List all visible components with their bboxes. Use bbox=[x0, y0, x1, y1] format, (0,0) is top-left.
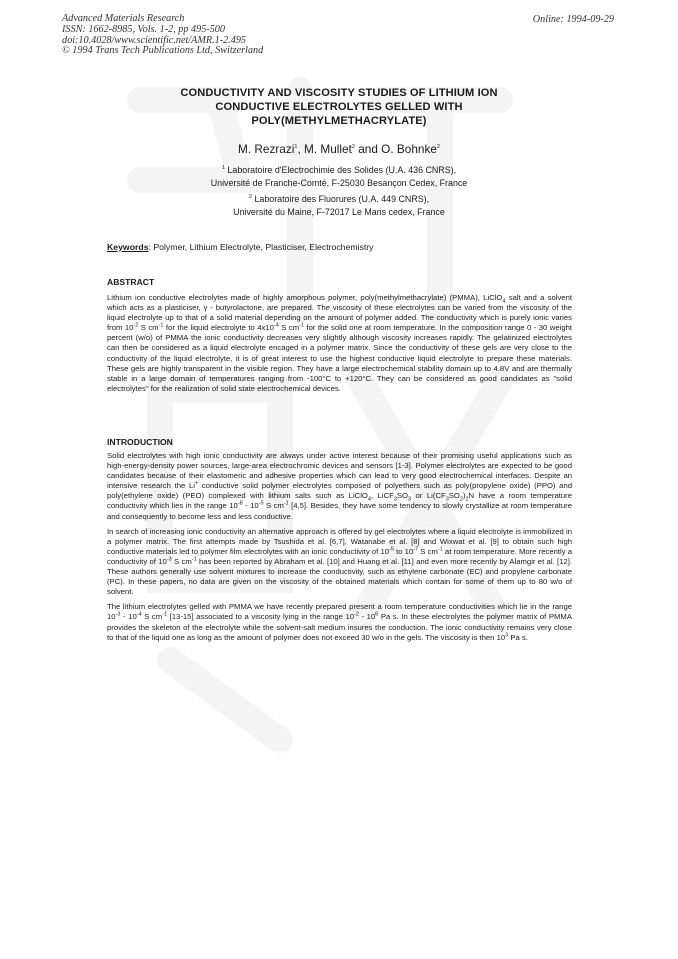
intro-paragraph-2: In search of increasing ionic conductivity an alternative approach is offered by gel electrolytes where a liquid electrolyte is immobilized in a polymer matrix. The first attempts made by Tsushida et al. [6,7], Watanabe et al. [8] and Wixwat et al. [9] to obtain such high conductive materials led to polymer film electrolytes with an ionic conductivity of $10^{-5}$ to $10^{-7}$ S $cm^{-1}$ at room temperature. More recently a conductivity of $10^{-3}$ S $cm^{-1}$ has been reported by Abraham et al. [10] and Huang et al. [11] and even more recently by Alamgir et al. [12]. These authors generally use solvent mixtures to increase the conductivity, such as ethylene carbonate (EC) and propylene carbonate (PC). In these papers, no data are given on the viscosity of the obtained materials which contain for some of them up to 80 w/o of solvent. bbox=[107, 526, 573, 597]
doi-line: doi:10.4028/www.scientific.net/AMR.1-2.495 bbox=[62, 34, 247, 46]
author-name: M. Mullet bbox=[304, 142, 352, 156]
affiliation-1 bbox=[100, 164, 578, 189]
keywords-text: Polymer, Lithium Electrolyte, Plasticiser, Electrochemistry bbox=[153, 242, 374, 252]
author-name: M. Rezrazi bbox=[238, 142, 295, 156]
affil-mark: 2 bbox=[248, 194, 252, 201]
keywords-label: Keywords bbox=[107, 242, 149, 252]
paper-title bbox=[100, 86, 578, 128]
intro-paragraph-3: The lithium electrolytes gelled with PMMA we have recently prepared present a room temperature conductivities which lie in the range $10^{-3} - 10^{-4}$ S $cm^{-1}$ [13-15] associated to a viscosity lying in the range $10^{-2} - 10^6$ Pa s. In these electrolytes the polymer matrix of PMMA provides the skeleton of the electrolyte while the solvent-salt medium insures the conduction. The ionic conductivity remains very close to that of the liquid one as long as the amount of polymer does not exceed 30 w/o in the gels. The viscosity is then $10^3$ Pa s. bbox=[107, 602, 572, 642]
author-name: O. Bohnke bbox=[381, 142, 437, 156]
author-affil-mark: 2 bbox=[351, 144, 355, 151]
author-affil-mark: 2 bbox=[436, 144, 440, 151]
affil-mark: 1 bbox=[221, 165, 225, 172]
issn-line: ISSN: 1662-8985, Vols. 1-2, pp 495-500 bbox=[62, 23, 225, 35]
title-line-1: CONDUCTIVITY AND VISCOSITY STUDIES OF LITHIUM ION bbox=[180, 87, 498, 99]
abstract-heading: ABSTRACT bbox=[107, 277, 155, 287]
online-date: Online: 1994-09-29 bbox=[532, 14, 614, 25]
journal-name: Advanced Materials Research bbox=[62, 13, 185, 24]
affiliation-2 bbox=[100, 193, 578, 218]
journal-header bbox=[62, 14, 263, 57]
introduction-body bbox=[107, 451, 572, 648]
keywords-line: Keywords: Polymer, Lithium Electrolyte, Plasticiser, Electrochemistry bbox=[107, 242, 374, 252]
title-line-2: CONDUCTIVE ELECTROLYTES GELLED WITH bbox=[215, 101, 463, 113]
affil-line: Université de Franche-Comté, F-25030 Besançon Cedex, France bbox=[210, 177, 468, 188]
author-list: M. Rezrazi$^1$, M. Mullet$^2$ and O. Bohnke$^2$ bbox=[238, 142, 440, 156]
abstract-body bbox=[107, 293, 572, 399]
title-line-3: POLY(METHYLMETHACRYLATE) bbox=[251, 115, 427, 127]
affil-line: Laboratoire d'Electrochimie des Solides (U.A. 436 CNRS), bbox=[227, 165, 457, 175]
affil-line: Université du Maine, F-72017 Le Mans cedex, France bbox=[233, 206, 445, 217]
introduction-heading: INTRODUCTION bbox=[107, 437, 173, 447]
intro-paragraph-1: Solid electrolytes with high ionic conductivity are always under active interest because of their promising useful applications such as high-energy-density power sources, large-area electrochromic devices and sensors [1-3]. Polymer electrolytes are expected to be good candidates because of their elastomeric and adhesive properties which can lead to very good electrochemical interfaces. Despite an intensive research the Li+ conductive solid polymer electrolytes composed of polyethers such as poly(propylene oxide) (PPO) and poly(ethylene oxide) (PEO) complexed with lithium salts such as LiClO$_4$, $LiCF_3SO_3$ or $Li(CF_3SO_2)_2N$ have a room temperature conductivity which lies in the range $10^{-8} - 10^{-5}$ S $cm^{-1}$ [4,5]. Besides, they have some tendency to slowly crystallize at room temperature and consequently to become less and less conductive. bbox=[107, 451, 572, 521]
copyright-line: © 1994 Trans Tech Publications Ltd, Switzerland bbox=[62, 45, 264, 57]
author-conjunction: and bbox=[358, 142, 378, 156]
abstract-paragraph: Lithium ion conductive electrolytes made of highly amorphous polymer, poly(methylmethacrylate) (PMMA), LiClO$_4$ salt and a solvent which acts as a plasticiser, γ - butyrolactone, are prepared. The viscosity of these electrolytes can be varied from the viscosity of the liquid electrolyte up to that of a solid material depending on the amount of polymer added. The conductivity which is purely ionic varies from $10^{-2}$ S $cm^{-1}$ for the liquid electrolyte to $4x10^{-4}$ S $cm^{-1}$ for the solid one at room temperature. In the composition range 0 - 30 weight percent (w/o) of PMMA the ionic conductivity decreases very slightly although viscosity increases rapidly. The gelatinized electrolytes can then be considered as a liquid electrolyte encaged in a polymer matrix. Since the conductivity of these gels are very close to the conductivity of the liquid electrolyte, it is of great interest to use the highest conductive liquid electrolyte to prepare these materials. These gels are highly transparent in the visible region. They have a large electrochemical stability domain up to 4.8V and are thermally stable in a large domain of temperatures ranging from -100°C to +120°C. They can be considered as good candidates as "solid electrolytes" for the realization of solid state electrochemical devices. bbox=[107, 293, 573, 393]
affil-line: Laboratoire des Fluorures (U.A. 449 CNRS), bbox=[254, 194, 430, 204]
author-affil-mark: 1 bbox=[294, 144, 298, 151]
